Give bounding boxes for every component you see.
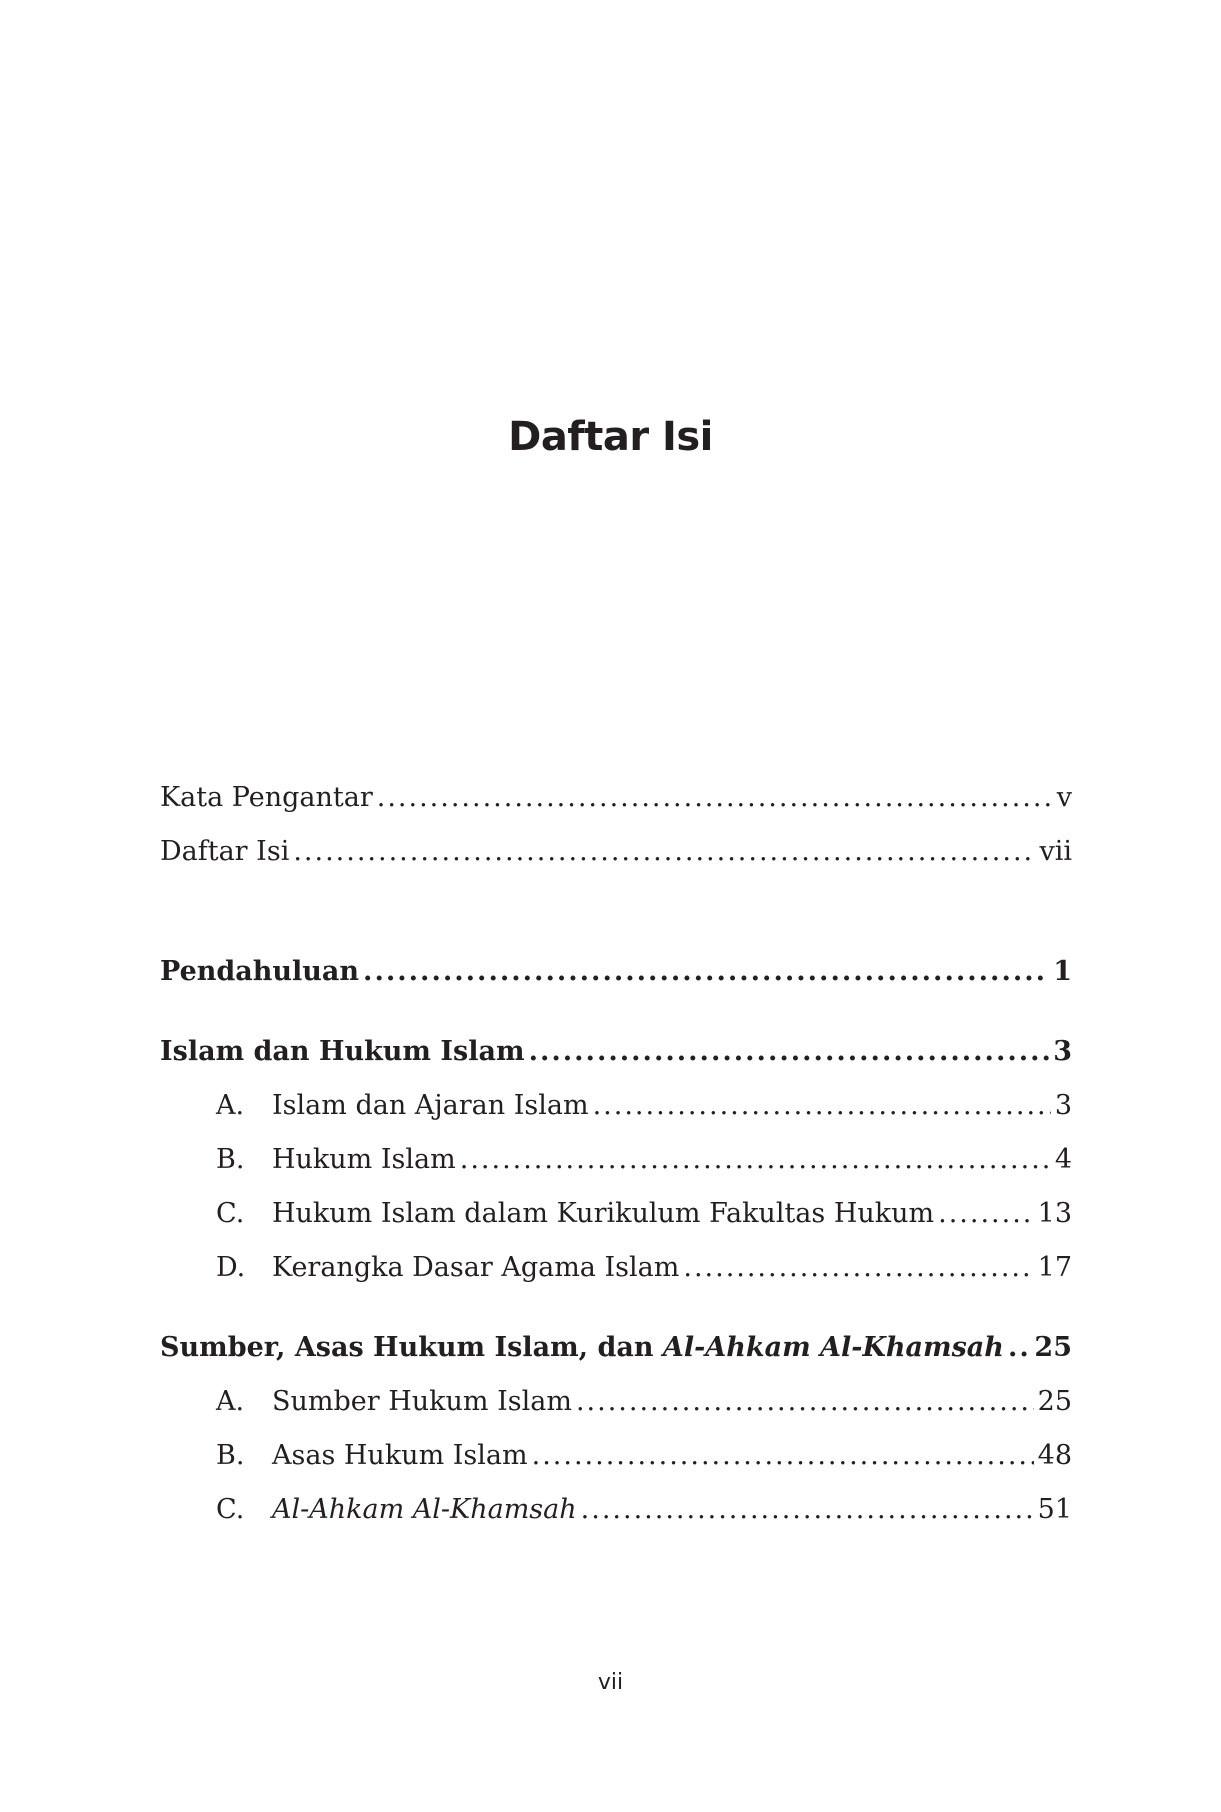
toc-section[interactable] bbox=[216, 1382, 1072, 1422]
toc-section-page: 4 bbox=[1054, 1144, 1072, 1175]
dot-leader bbox=[1008, 1328, 1030, 1368]
toc-section-page: 13 bbox=[1037, 1198, 1072, 1229]
toc-section-letter: A. bbox=[216, 1090, 245, 1121]
toc-chapter-label: Pendahuluan bbox=[160, 956, 360, 987]
toc-chapter-page: 25 bbox=[1034, 1332, 1072, 1363]
toc-chapter-pendahuluan[interactable] bbox=[160, 952, 1072, 992]
toc-section[interactable] bbox=[216, 1194, 1072, 1234]
toc-section-letter: A. bbox=[216, 1386, 245, 1417]
toc-section[interactable] bbox=[216, 1490, 1072, 1530]
toc-section-page: 3 bbox=[1054, 1090, 1072, 1121]
toc-entry-label: Kata Pengantar bbox=[160, 782, 373, 813]
toc-section-page: 17 bbox=[1037, 1252, 1072, 1283]
dot-leader bbox=[581, 1490, 1034, 1530]
toc-chapter-page: 3 bbox=[1053, 1036, 1072, 1067]
toc-section-label: Al-Ahkam Al-Khamsah bbox=[272, 1494, 577, 1525]
toc-section-letter: C. bbox=[216, 1198, 245, 1229]
dot-leader bbox=[576, 1382, 1034, 1422]
toc-section-letter: B. bbox=[216, 1440, 245, 1471]
toc-chapter-sumber-asas-hukum-islam[interactable] bbox=[160, 1328, 1072, 1368]
toc-chapter-islam-dan-hukum-islam[interactable] bbox=[160, 1032, 1072, 1072]
dot-leader bbox=[363, 952, 1049, 992]
toc-chapter-label: Islam dan Hukum Islam bbox=[160, 1036, 525, 1067]
toc-section[interactable] bbox=[216, 1140, 1072, 1180]
dot-leader bbox=[938, 1194, 1034, 1234]
toc-section-label: Hukum Islam bbox=[272, 1144, 456, 1175]
dot-leader bbox=[532, 1436, 1034, 1476]
toc-chapter-label-prefix: Sumber, Asas Hukum Islam, dan bbox=[160, 1332, 663, 1363]
toc-section[interactable] bbox=[216, 1086, 1072, 1126]
page-title: Daftar Isi bbox=[508, 414, 713, 460]
toc-section-label: Hukum Islam dalam Kurikulum Fakultas Hukum bbox=[272, 1198, 935, 1229]
toc-section-label: Islam dan Ajaran Islam bbox=[272, 1090, 589, 1121]
toc-entry-page: vii bbox=[1039, 836, 1072, 867]
toc-chapter-page: 1 bbox=[1053, 956, 1072, 987]
dot-leader bbox=[683, 1248, 1033, 1288]
toc-entry-page: v bbox=[1056, 782, 1072, 813]
dot-leader bbox=[593, 1086, 1051, 1126]
toc-section-page: 25 bbox=[1037, 1386, 1072, 1417]
toc-section-letter: C. bbox=[216, 1494, 245, 1525]
toc-entry-daftar-isi[interactable] bbox=[160, 832, 1072, 872]
toc-section-label: Asas Hukum Islam bbox=[272, 1440, 528, 1471]
toc-section-letter: B. bbox=[216, 1144, 245, 1175]
toc-section-label: Kerangka Dasar Agama Islam bbox=[272, 1252, 680, 1283]
toc-section-page: 48 bbox=[1037, 1440, 1072, 1471]
dot-leader bbox=[377, 778, 1053, 818]
dot-leader bbox=[293, 832, 1035, 872]
toc-entry-kata-pengantar[interactable] bbox=[160, 778, 1072, 818]
toc-entry-label: Daftar Isi bbox=[160, 836, 290, 867]
toc-section[interactable] bbox=[216, 1248, 1072, 1288]
page-number: vii bbox=[597, 1670, 624, 1695]
toc-chapter-label bbox=[160, 1328, 1004, 1368]
dot-leader bbox=[529, 1032, 1050, 1072]
toc-section-label: Sumber Hukum Islam bbox=[272, 1386, 572, 1417]
toc-section[interactable] bbox=[216, 1436, 1072, 1476]
toc-section-letter: D. bbox=[216, 1252, 246, 1283]
toc-chapter-label-italic: Al-Ahkam Al-Khamsah bbox=[662, 1332, 1004, 1363]
dot-leader bbox=[460, 1140, 1051, 1180]
toc-section-page: 51 bbox=[1037, 1494, 1072, 1525]
